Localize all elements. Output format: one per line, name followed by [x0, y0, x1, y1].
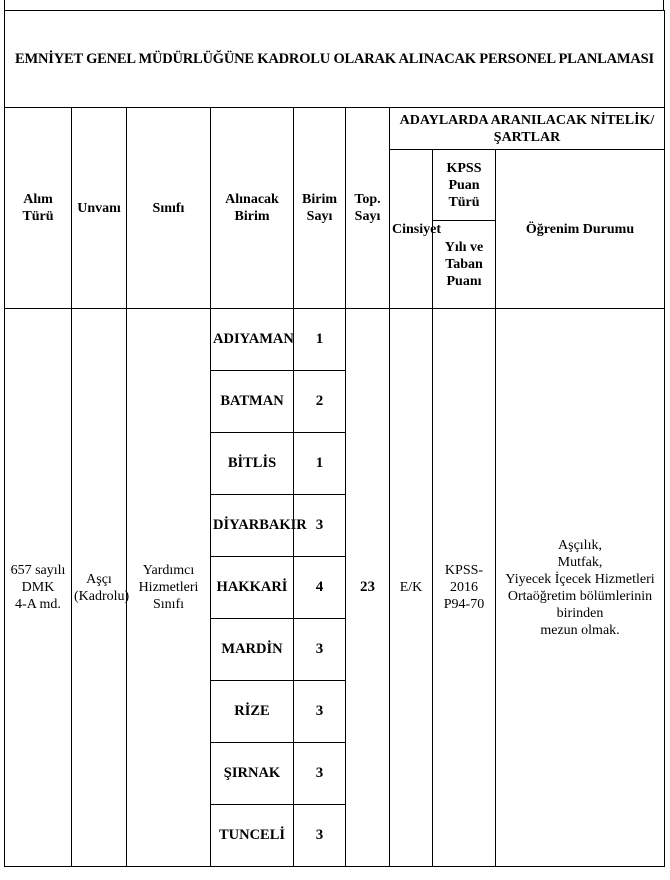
unit-count: 1: [294, 309, 346, 371]
header-sinifi: Sınıfı: [127, 108, 211, 309]
cell-top-sayi: 23: [346, 309, 390, 867]
unit-name: HAKKARİ: [211, 557, 294, 619]
cell-kpss: KPSS-2016 P94-70: [433, 309, 496, 867]
unit-name: MARDİN: [211, 619, 294, 681]
header-birim-sayi: Birim Sayı: [294, 108, 346, 309]
cell-cinsiyet: E/K: [390, 309, 433, 867]
unit-count: 3: [294, 805, 346, 867]
unit-name: TUNCELİ: [211, 805, 294, 867]
unit-count: 3: [294, 681, 346, 743]
header-cinsiyet: Cinsiyet: [390, 150, 433, 309]
unit-count: 2: [294, 371, 346, 433]
header-aranilacak-sartlar: ADAYLARDA ARANILACAK NİTELİK/ŞARTLAR: [390, 108, 665, 150]
personnel-planning-table: [4, 10, 665, 867]
cell-alim-turu: 657 sayılı DMK 4-A md.: [5, 309, 72, 867]
unit-name: ADIYAMAN: [211, 309, 294, 371]
header-kpss-puan-turu: KPSS Puan Türü: [433, 150, 496, 221]
header-alinacak-birim: Alınacak Birim: [211, 108, 294, 309]
header-unvani: Unvanı: [72, 108, 127, 309]
cell-ogrenim-durumu: Aşçılık, Mutfak, Yiyecek İçecek Hizmetleri Ortaöğretim bölümlerinin birinden mezun olmak.: [496, 309, 665, 867]
header-yili-taban-puani: Yılı ve Taban Puanı: [433, 221, 496, 309]
personnel-table-page: [4, 10, 664, 867]
unit-count: 1: [294, 433, 346, 495]
page-title: EMNİYET GENEL MÜDÜRLÜĞÜNE KADROLU OLARAK ALINACAK PERSONEL PLANLAMASI: [5, 11, 665, 108]
unit-count: 3: [294, 743, 346, 805]
unit-name: ŞIRNAK: [211, 743, 294, 805]
cell-sinifi: Yardımcı Hizmetleri Sınıfı: [127, 309, 211, 867]
unit-name: DİYARBAKIR: [211, 495, 294, 557]
unit-name: BATMAN: [211, 371, 294, 433]
header-ogrenim-durumu: Öğrenim Durumu: [496, 150, 665, 309]
unit-name: RİZE: [211, 681, 294, 743]
header-alim-turu: Alım Türü: [5, 108, 72, 309]
unit-count: 3: [294, 619, 346, 681]
unit-count: 3: [294, 495, 346, 557]
unit-count: 4: [294, 557, 346, 619]
header-top-sayi: Top. Sayı: [346, 108, 390, 309]
table-top-border: [4, 0, 664, 10]
cell-unvani: Aşçı (Kadrolu): [72, 309, 127, 867]
unit-name: BİTLİS: [211, 433, 294, 495]
